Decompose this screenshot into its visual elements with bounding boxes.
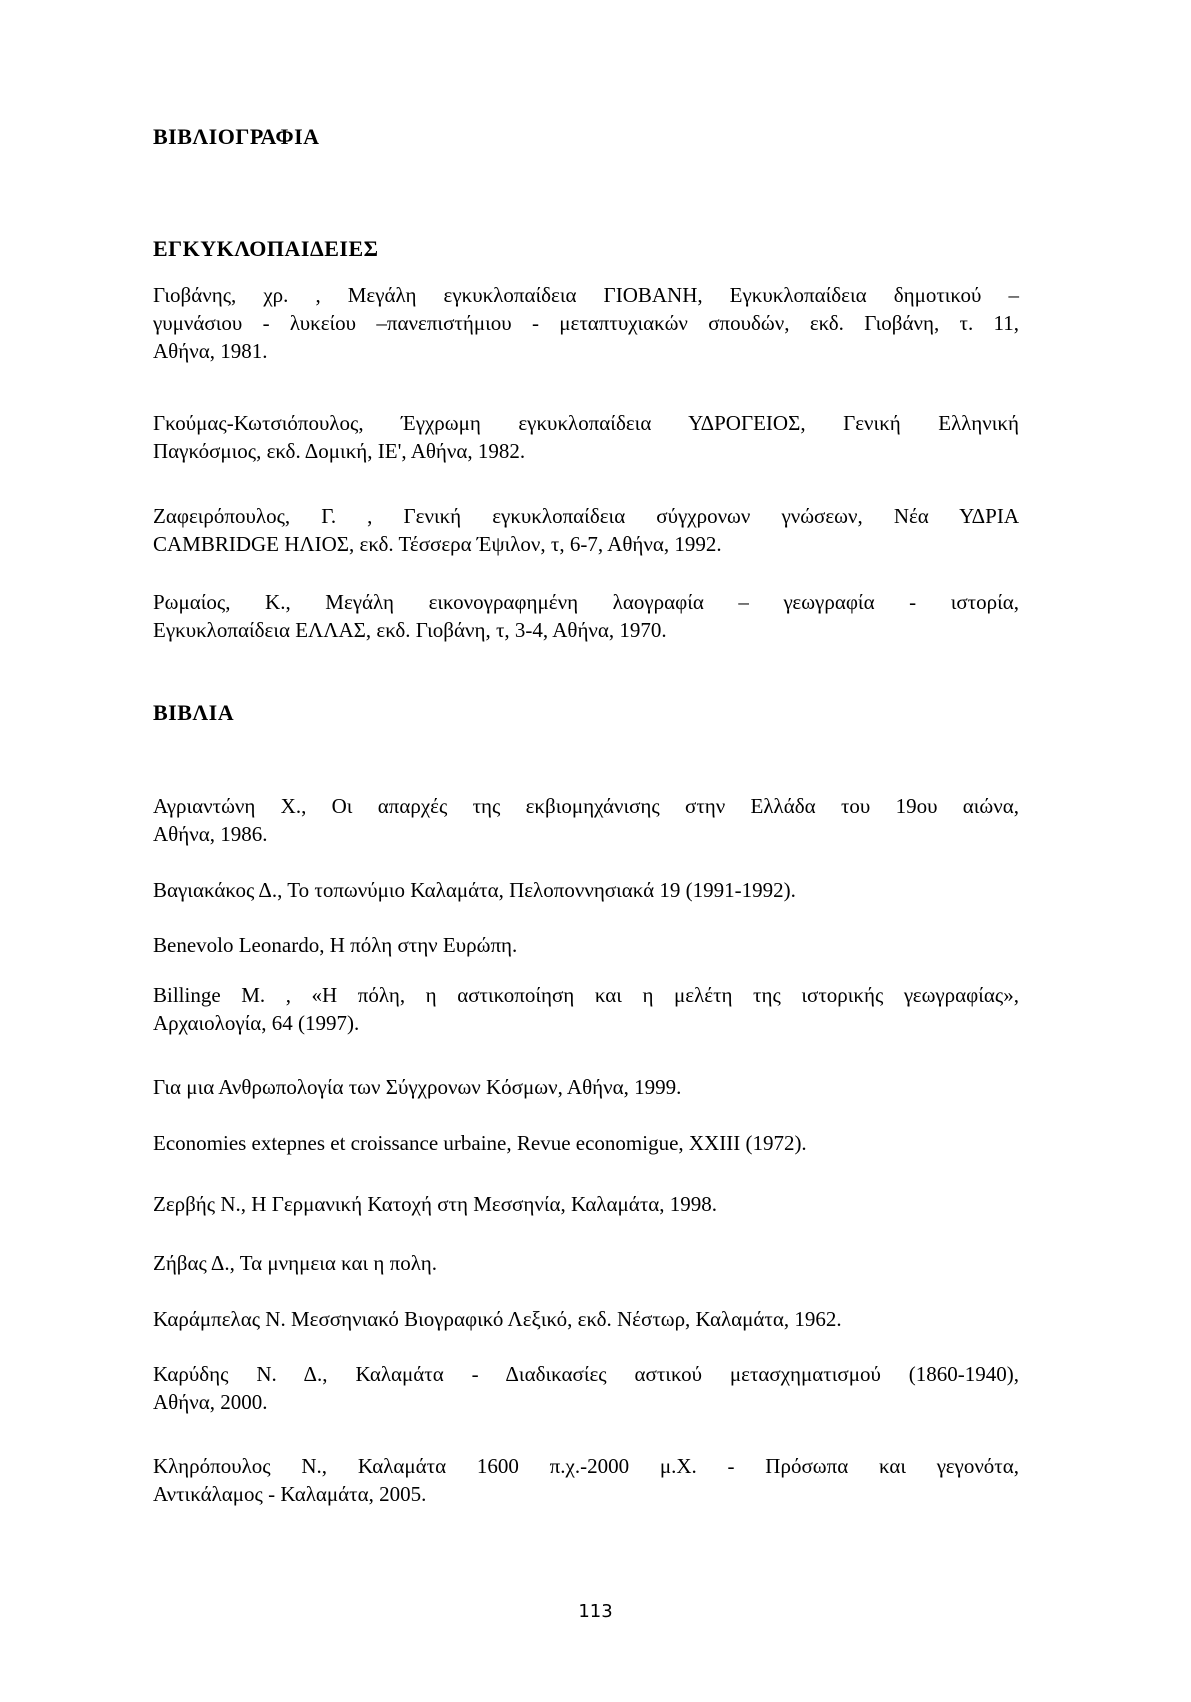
entry-line: Γκούμας-Κωτσιόπουλος, Έγχρωμη εγκυκλοπαίδεια ΥΔΡΟΓΕΙΟΣ, Γενική Ελληνική [153,411,1019,435]
entry-line: Ζερβής Ν., Η Γερμανική Κατοχή στη Μεσσηνία, Καλαμάτα, 1998. [153,1192,718,1216]
entry-line: Αθήνα, 2000. [153,1390,268,1414]
entry-line: Αντικάλαμος - Καλαμάτα, 2005. [153,1482,427,1506]
entry-line: Για μια Ανθρωπολογία των Σύγχρονων Κόσμων, Αθήνα, 1999. [153,1075,682,1099]
encyclopedia-entry-goumas [153,409,1019,465]
book-entry-karampelas [153,1305,1019,1333]
book-entry-billinge [153,981,1019,1037]
book-entry-zivas [153,1249,1019,1277]
book-entry-benevolo [153,931,1019,959]
entry-line: Αγριαντώνη Χ., Οι απαρχές της εκβιομηχάνισης στην Ελλάδα του 19ου αιώνα, [153,794,1019,818]
book-entry-agriantoni [153,792,1019,848]
entry-line: Καρύδης Ν. Δ., Καλαμάτα - Διαδικασίες αστικού μετασχηματισμού (1860-1940), [153,1362,1019,1386]
encyclopedia-entry-romaios [153,588,1019,644]
entry-line: Ζαφειρόπουλος, Γ. , Γενική εγκυκλοπαίδεια σύγχρονων γνώσεων, Νέα ΥΔΡΙΑ [153,504,1019,528]
entry-line: Γιοβάνης, χρ. , Μεγάλη εγκυκλοπαίδεια ΓΙΟΒΑΝΗ, Εγκυκλοπαίδεια δημοτικού – [153,283,1019,307]
entry-line: CAMBRIDGE ΗΛΙΟΣ, εκδ. Τέσσερα Έψιλον, τ, 6-7, Αθήνα, 1992. [153,532,722,556]
entry-line: Αθήνα, 1986. [153,822,268,846]
entry-line: Βαγιακάκος Δ., Το τοπωνύμιο Καλαμάτα, Πελοποννησιακά 19 (1991-1992). [153,878,796,902]
entry-line: Billinge M. , «Η πόλη, η αστικοποίηση και η μελέτη της ιστορικής γεωγραφίας», [153,983,1019,1007]
book-entry-karydis [153,1360,1019,1416]
book-entry-vagiakakos [153,876,1019,904]
book-entry-anthropology [153,1073,1019,1101]
encyclopedia-entry-zafeiropoulos [153,502,1019,558]
entry-line: Παγκόσμιος, εκδ. Δομική, ΙΕ', Αθήνα, 1982. [153,439,526,463]
entry-line: γυμνάσιου - λυκείου –πανεπιστήμιου - μεταπτυχιακών σπουδών, εκδ. Γιοβάνη, τ. 11, [153,311,1019,335]
books-heading: ΒΙΒΛΙΑ [153,700,235,725]
encyclopedias-heading: ΕΓΚΥΚΛΟΠΑΙΔΕΙΕΣ [153,236,379,261]
entry-line: Ρωμαίος, Κ., Μεγάλη εικονογραφημένη λαογραφία – γεωγραφία - ιστορία, [153,590,1019,614]
entry-line: Economies extepnes et croissance urbaine, Revue economigue, XXIII (1972). [153,1131,807,1155]
book-entry-zervis [153,1190,1019,1218]
entry-line: Εγκυκλοπαίδεια ΕΛΛΑΣ, εκδ. Γιοβάνη, τ, 3-4, Αθήνα, 1970. [153,618,667,642]
book-entry-economies [153,1129,1019,1157]
bibliography-heading: ΒΙΒΛΙΟΓΡΑΦΙΑ [153,124,320,149]
entry-line: Αθήνα, 1981. [153,339,268,363]
page-number: 113 [578,1601,613,1622]
entry-line: Κληρόπουλος Ν., Καλαμάτα 1600 π.χ.-2000 μ.Χ. - Πρόσωπα και γεγονότα, [153,1454,1019,1478]
entry-line: Benevolo Leonardo, Η πόλη στην Ευρώπη. [153,933,518,957]
entry-line: Ζήβας Δ., Τα μνημεια και η πολη. [153,1251,437,1275]
book-entry-kleropoulos [153,1452,1019,1508]
encyclopedia-entry-giovanis [153,281,1019,365]
entry-line: Καράμπελας Ν. Μεσσηνιακό Βιογραφικό Λεξικό, εκδ. Νέστωρ, Καλαμάτα, 1962. [153,1307,842,1331]
entry-line: Αρχαιολογία, 64 (1997). [153,1011,360,1035]
